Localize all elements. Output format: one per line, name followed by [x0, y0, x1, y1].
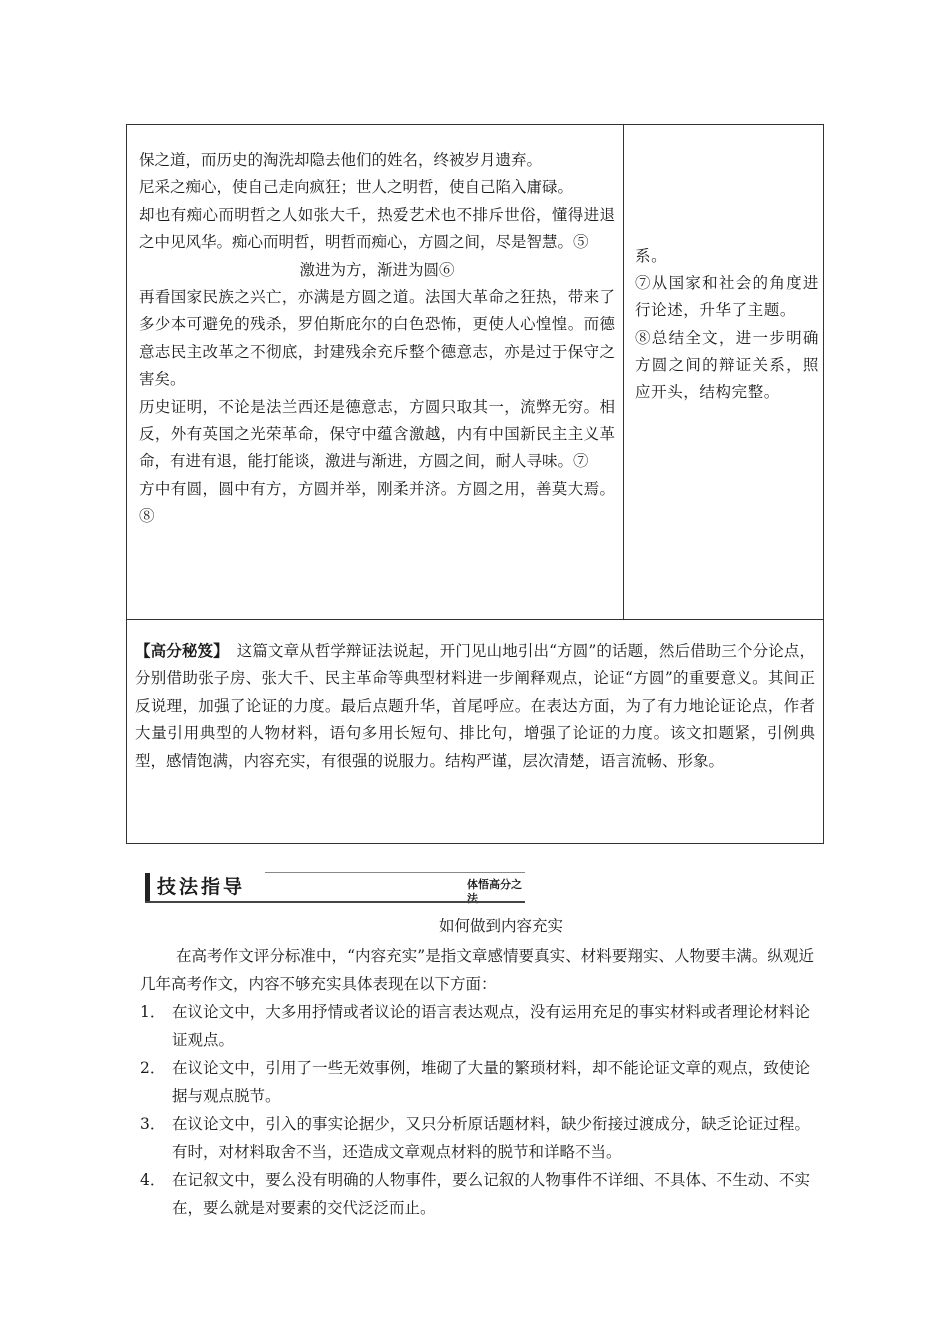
- guide-title: 如何做到内容充实: [438, 917, 563, 935]
- essay-table: [126, 124, 824, 844]
- column-divider: [623, 125, 624, 619]
- essay-paragraph: 方中有圆，圆中有方，方圆并举，刚柔并济。方圆之用，善莫大焉。⑧: [139, 479, 615, 526]
- essay-subtitle: 激进为方，渐进为圆⑥: [299, 260, 455, 279]
- row-divider: [127, 619, 823, 620]
- list-item: [140, 1166, 822, 1222]
- section-title: 技法指导: [157, 876, 246, 898]
- list-item-text: 在记叙文中，要么没有明确的人物事件，要么记叙的人物事件不详细、不具体、不生动、不实在，要么就是对要素的交代泛泛而止。: [172, 1171, 810, 1217]
- list-item-number: 2．: [140, 1059, 166, 1077]
- section-rule: [145, 901, 525, 903]
- list-item-number: 1．: [140, 1003, 166, 1021]
- summary-text: 这篇文章从哲学辩证法说起，开门见山地引出“方圆”的话题，然后借助三个分论点，分别借助张子房、张大千、民主革命等典型材料进一步阐释观点，论证“方圆”的重要意义。其间正反说理，加强了论证的力度。最后点题升华，首尾呼应。在表达方面，为了有力地论证论点，作者大量引用典型的人物材料，语句多用长短句、排比句，增强了论证的力度。该文扣题紧，引例典型，感情饱满，内容充实，有很强的说服力。结构严谨，层次清楚，语言流畅、形象。: [135, 642, 815, 770]
- list-item-text: 在议论文中，引用了一些无效事例，堆砌了大量的繁琐材料，却不能论证文章的观点，致使论据与观点脱节。: [172, 1059, 810, 1105]
- essay-paragraph: 却也有痴心而明哲之人如张大千，热爱艺术也不排斥世俗，懂得进退之中见风华。痴心而明哲，明哲而痴心，方圆之间，尽是智慧。⑤: [139, 205, 615, 252]
- annotation-cell: [635, 243, 819, 406]
- guide-intro: 在高考作文评分标准中，“内容充实”是指文章感情要真实、材料要翔实、人物要丰满。纵观近几年高考作文，内容不够充实具体表现在以下方面：: [140, 947, 814, 993]
- essay-paragraph: 保之道，而历史的淘洗却隐去他们的姓名，终被岁月遗弃。: [139, 151, 543, 169]
- summary-cell: [135, 637, 815, 775]
- annotation-note: 系。: [635, 247, 668, 265]
- list-item-number: 3．: [140, 1115, 166, 1133]
- guide-list: [140, 998, 822, 1222]
- list-item-text: 在议论文中，大多用抒情或者议论的语言表达观点，没有运用充足的事实材料或者理论材料论证观点。: [172, 1003, 810, 1049]
- annotation-note: ⑧总结全文，进一步明确方圆之间的辩证关系，照应开头，结构完整。: [635, 328, 819, 402]
- section-marker-bar: [145, 873, 150, 901]
- list-item: [140, 1054, 822, 1110]
- section-header: [145, 868, 525, 904]
- annotation-note: ⑦从国家和社会的角度进行论述，升华了主题。: [635, 274, 819, 320]
- list-item: [140, 998, 822, 1054]
- list-item: [140, 1110, 822, 1166]
- essay-text-cell: [139, 147, 615, 531]
- list-item-text: 在议论文中，引入的事实论据少，又只分析原话题材料，缺少衔接过渡成分，缺乏论证过程。有时，对材料取舍不当，还造成文章观点材料的脱节和详略不当。: [172, 1115, 810, 1161]
- summary-tag: 【高分秘笈】: [135, 641, 229, 660]
- essay-paragraph: 历史证明，不论是法兰西还是德意志，方圆只取其一，流弊无穷。相反，外有英国之光荣革命，保守中蕴含激越，内有中国新民主主义革命，有进有退，能打能谈，激进与渐进，方圆之间，耐人寻味。⑦: [139, 397, 615, 471]
- section-subtitle: 体悟高分之法: [467, 878, 522, 905]
- essay-paragraph: 再看国家民族之兴亡，亦满是方圆之道。法国大革命之狂热，带来了多少本可避免的残杀，罗伯斯庇尔的白色恐怖，更使人心惶惶。而德意志民主改革之不彻底，封建残余充斥整个德意志，亦是过于保守之害矣。: [139, 288, 615, 389]
- guide-body: [140, 912, 822, 1222]
- section-thin-rule: [265, 872, 525, 873]
- list-item-number: 4．: [140, 1171, 166, 1189]
- essay-paragraph: 尼采之痴心，使自己走向疯狂；世人之明哲，使自己陷入庸碌。: [139, 178, 574, 197]
